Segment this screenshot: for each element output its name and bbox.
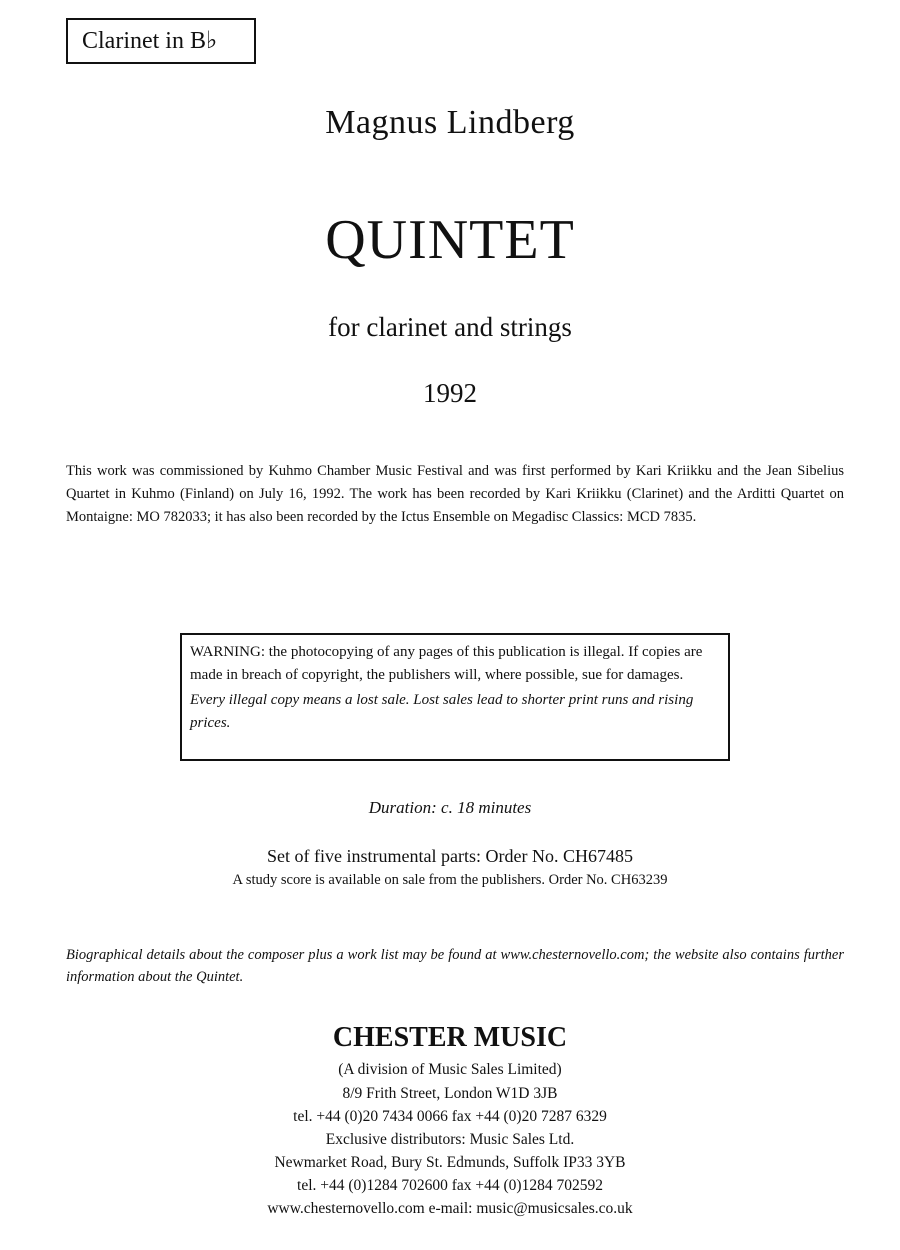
work-title: QUINTET bbox=[325, 209, 575, 271]
publisher-line: 8/9 Frith Street, London W1D 3JB bbox=[342, 1085, 558, 1102]
study-score-note: A study score is available on sale from the publishers. Order No. CH63239 bbox=[232, 872, 668, 888]
publisher-line: www.chesternovello.com e-mail: music@musicsales.co.uk bbox=[267, 1200, 633, 1217]
warning-text: WARNING: the photocopying of any pages of this publication is illegal. If copies are made in breach of copyright, the publishers will, where possible, sue for damages. bbox=[190, 644, 703, 683]
publisher-line: Exclusive distributors: Music Sales Ltd. bbox=[325, 1131, 575, 1148]
commission-note: This work was commissioned by Kuhmo Chamber Music Festival and was first performed by Kari Kriikku and the Jean Sibelius Quartet in Kuhmo (Finland) on July 16, 1992. The work has been recorded by Kari Kriikku (Clarinet) and the Arditti Quartet on Montaigne: MO 782033; it has also been recorded by the Ictus Ensemble on Megadisc Classics: MCD 7835. bbox=[66, 463, 844, 525]
copyright-warning-box bbox=[180, 633, 730, 761]
part-label: Clarinet in B♭ bbox=[66, 18, 256, 64]
work-subtitle: for clarinet and strings bbox=[328, 312, 572, 342]
publisher-line: Newmarket Road, Bury St. Edmunds, Suffolk IP33 3YB bbox=[274, 1154, 626, 1171]
composer-name: Magnus Lindberg bbox=[325, 104, 575, 141]
warning-italic-text: Every illegal copy means a lost sale. Lost sales lead to shorter print runs and rising prices. bbox=[190, 692, 694, 731]
publisher-line: tel. +44 (0)1284 702600 fax +44 (0)1284 702592 bbox=[297, 1177, 603, 1194]
publisher-line: (A division of Music Sales Limited) bbox=[338, 1061, 562, 1078]
biography-note: Biographical details about the composer plus a work list may be found at www.chesternovello.com; the website also contains further information about the Quintet. bbox=[66, 947, 844, 985]
duration: Duration: c. 18 minutes bbox=[368, 798, 532, 817]
publisher-line: tel. +44 (0)20 7434 0066 fax +44 (0)20 7287 6329 bbox=[293, 1108, 607, 1125]
work-year: 1992 bbox=[423, 378, 477, 408]
parts-order-number: Set of five instrumental parts: Order No. CH67485 bbox=[267, 846, 633, 866]
publisher-name: CHESTER MUSIC bbox=[332, 1022, 568, 1053]
